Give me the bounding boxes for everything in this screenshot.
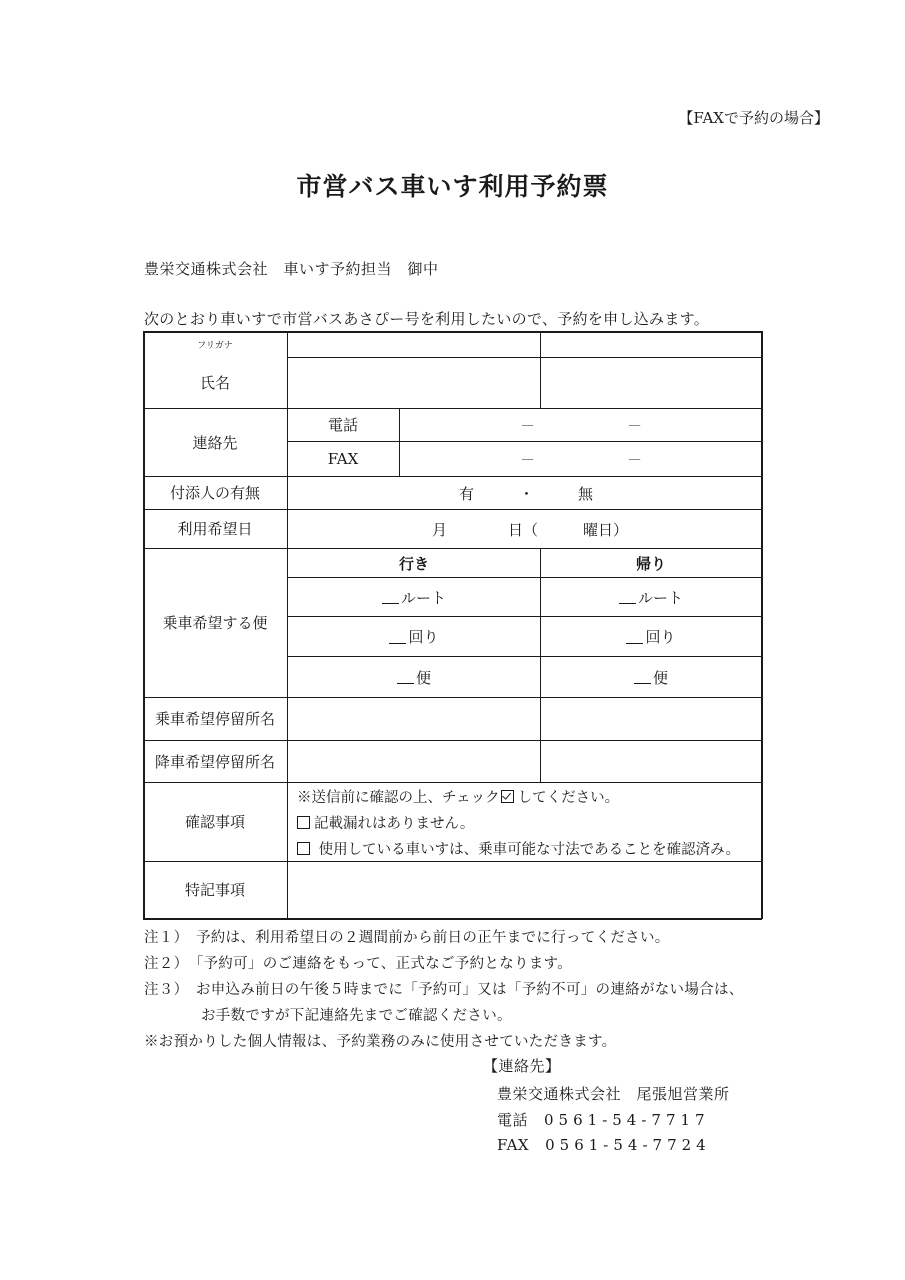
confirm-item-2 [297,838,740,859]
date-label: 利用希望日 [177,520,253,538]
going-loop-blank[interactable] [389,630,406,644]
date-weekday: 曜日） [583,520,629,539]
date-field[interactable] [288,510,761,548]
intro-text: 次のとおり車いすで市営バスあさぴー号を利用したいので、予約を申し込みます。 [144,310,710,328]
note-2: 注２） 「予約可」のご連絡をもって、正式なご予約となります。 [144,956,573,972]
going-loop-suffix: 回り [408,628,439,646]
attendant-separator: ・ [519,484,535,503]
going-header: 行き [398,554,429,573]
name-label: 氏名 [199,374,230,392]
fax-field[interactable] [400,442,761,476]
phone-dash-1: － [520,416,536,435]
phone-label: 電話 [327,416,358,434]
return-header: 帰り [635,554,666,573]
remarks-label: 特記事項 [184,881,245,899]
return-route-blank[interactable] [619,590,636,604]
return-route-field[interactable] [541,578,761,616]
confirm-item-1-text: 記載漏れはありません。 [314,816,475,832]
note-1: 注１） 予約は、利用希望日の２週間前から前日の正午までに行ってください。 [144,930,670,946]
going-board-stop-field[interactable] [288,698,540,740]
note-3-cont: お手数ですが下記連絡先までご確認ください。 [201,1008,512,1024]
fax-case-tag: 【FAXで予約の場合】 [678,109,829,127]
return-trip-field[interactable] [541,657,761,697]
trip-label: 乗車希望する便 [162,614,268,632]
alight-stop-label: 降車希望停留所名 [154,752,275,771]
contact-phone-number: 0561-54-7717 [544,1111,710,1129]
confirm-intro [297,786,619,807]
going-alight-stop-field[interactable] [288,741,540,782]
fax-dash-2: － [627,450,643,469]
furigana-field-given[interactable] [541,332,761,357]
confirm-intro-text-b: してください。 [517,790,620,806]
return-trip-blank[interactable] [634,670,651,684]
going-route-field[interactable] [288,578,540,616]
return-alight-stop-field[interactable] [541,741,761,782]
contact-phone-line [497,1109,710,1130]
attendant-label: 付添人の有無 [169,484,260,502]
going-loop-field[interactable] [288,617,540,656]
board-stop-label: 乗車希望停留所名 [154,710,275,728]
addressee: 豊栄交通株式会社 車いす予約担当 御中 [144,260,439,278]
contact-phone-label: 電話 [497,1111,529,1129]
confirm-intro-text-a: ※送信前に確認の上、チェック [297,790,500,806]
fax-dash-1: － [520,450,536,469]
confirm-item-1 [297,812,474,833]
contact-fax-label: FAX [497,1136,530,1154]
return-trip-suffix: 便 [652,668,668,687]
return-loop-suffix: 回り [645,628,676,646]
attendant-yes-option[interactable]: 有 [459,484,475,503]
page-title: 市営バス車いす利用予約票 [296,172,609,201]
contact-heading: 【連絡先】 [483,1057,561,1075]
confirm-item-2-text: 使用している車いすは、乗車可能な寸法であることを確認済み。 [314,842,740,858]
going-route-suffix: ルート [400,588,446,607]
note-3: 注３） お申込み前日の午後５時までに「予約可」又は「予約不可」の連絡がない場合は、 [144,982,744,998]
date-month: 月 [432,520,448,539]
name-field-given[interactable] [541,358,761,408]
date-day: 日（ [508,520,539,539]
return-route-suffix: ルート [637,588,683,607]
furigana-field-surname[interactable] [288,332,540,357]
furigana-label: フリガナ [197,340,233,351]
contact-fax-number: 0561-54-7724 [545,1136,711,1154]
attendant-no-option[interactable]: 無 [578,484,594,503]
going-trip-blank[interactable] [397,670,414,684]
going-trip-suffix: 便 [415,668,431,687]
fax-label: FAX [327,449,359,468]
return-loop-field[interactable] [541,617,761,656]
attendant-options [288,477,761,509]
checked-box-icon [501,790,514,803]
confirm-item-2-checkbox[interactable] [297,842,310,855]
contact-company: 豊栄交通株式会社 尾張旭営業所 [497,1085,730,1103]
phone-field[interactable] [400,409,761,441]
going-route-blank[interactable] [382,590,399,604]
confirm-item-1-checkbox[interactable] [297,816,310,829]
privacy-note: ※お預かりした個人情報は、予約業務のみに使用させていただきます。 [144,1034,617,1050]
confirm-label: 確認事項 [184,813,245,831]
phone-dash-2: － [627,416,643,435]
contact-fax-line [497,1136,711,1154]
return-board-stop-field[interactable] [541,698,761,740]
contact-label: 連絡先 [192,433,238,452]
return-loop-blank[interactable] [626,630,643,644]
name-field-surname[interactable] [288,358,540,408]
remarks-field[interactable] [288,862,761,918]
reservation-form [143,331,762,919]
going-trip-field[interactable] [288,657,540,697]
